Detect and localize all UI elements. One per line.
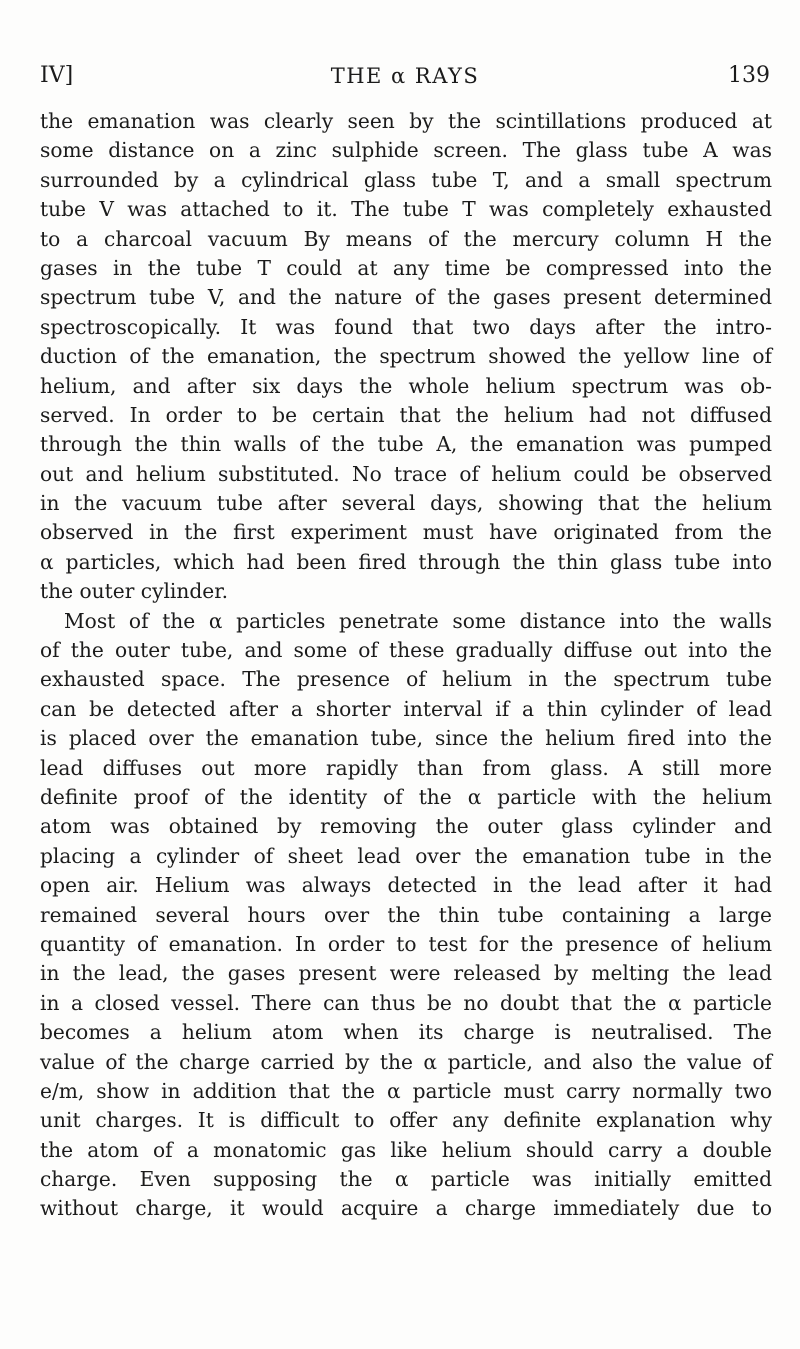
text-line: out and helium substituted. No trace of helium could be observed [40,461,772,486]
text-line: tube V was attached to it. The tube T was completely exhausted [40,197,772,222]
chapter-number: IV] [40,63,74,88]
text-line: spectroscopically. It was found that two days after the intro- [40,314,772,339]
text-line: lead diffuses out more rapidly than from glass. A still more [40,755,772,780]
text-line: open air. Helium was always detected in the lead after it had [40,873,772,898]
text-line: gases in the tube T could at any time be compressed into the [40,255,772,280]
text-line: the emanation was clearly seen by the scintillations produced at [40,109,772,133]
text-line: spectrum tube V, and the nature of the gases present determined [40,285,772,310]
running-title: THE α RAYS [330,64,480,88]
text-line: in the vacuum tube after several days, showing that the helium [40,491,772,516]
text-line: surrounded by a cylindrical glass tube T, and a small spectrum [40,167,772,192]
text-line: the outer cylinder. [40,579,229,604]
text-line: the atom of a monatomic gas like helium should carry a double [40,1137,772,1162]
text-line: placing a cylinder of sheet lead over the emanation tube in the [40,843,772,868]
text-line: remained several hours over the thin tube containing a large [40,902,772,927]
text-line: quantity of emanation. In order to test for the presence of helium [40,931,772,956]
text-line: helium, and after six days the whole helium spectrum was ob- [40,373,772,398]
text-line: without charge, it would acquire a charge immediately due to [40,1196,772,1221]
text-line: definite proof of the identity of the α particle with the helium [40,784,772,809]
text-line: α particles, which had been fired through the thin glass tube into [40,549,772,574]
text-line: unit charges. It is difficult to offer any definite explanation why [40,1108,772,1133]
text-line: through the thin walls of the tube A, the emanation was pumped [40,432,772,457]
text-line: to a charcoal vacuum By means of the mercury column H the [40,226,772,251]
page-number: 139 [728,63,770,88]
text-line: in the lead, the gases present were released by melting the lead [40,961,772,986]
text-line: in a closed vessel. There can thus be no doubt that the α particle [40,990,772,1015]
text-line: of the outer tube, and some of these gradually diffuse out into the [40,638,772,663]
text-line: some distance on a zinc sulphide screen. The glass tube A was [40,138,772,163]
text-line: observed in the first experiment must have originated from the [40,520,772,545]
text-line: value of the charge carried by the α particle, and also the value of [40,1049,772,1074]
text-line: duction of the emanation, the spectrum showed the yellow line of [40,344,772,369]
text-line: becomes a helium atom when its charge is neutralised. The [40,1020,772,1045]
running-head [40,56,770,96]
text-line: can be detected after a shorter interval if a thin cylinder of lead [40,696,772,721]
text-line: e/m, show in addition that the α particle must carry normally two [40,1078,772,1103]
text-line: charge. Even supposing the α particle was initially emitted [40,1167,772,1192]
body-text [40,107,772,1224]
text-line: served. In order to be certain that the helium had not diffused [40,402,772,427]
text-line: is placed over the emanation tube, since the helium fired into the [40,726,772,751]
text-line: exhausted space. The presence of helium in the spectrum tube [40,667,772,692]
text-line: Most of the α particles penetrate some distance into the walls [64,608,772,633]
text-line: atom was obtained by removing the outer glass cylinder and [40,814,772,839]
